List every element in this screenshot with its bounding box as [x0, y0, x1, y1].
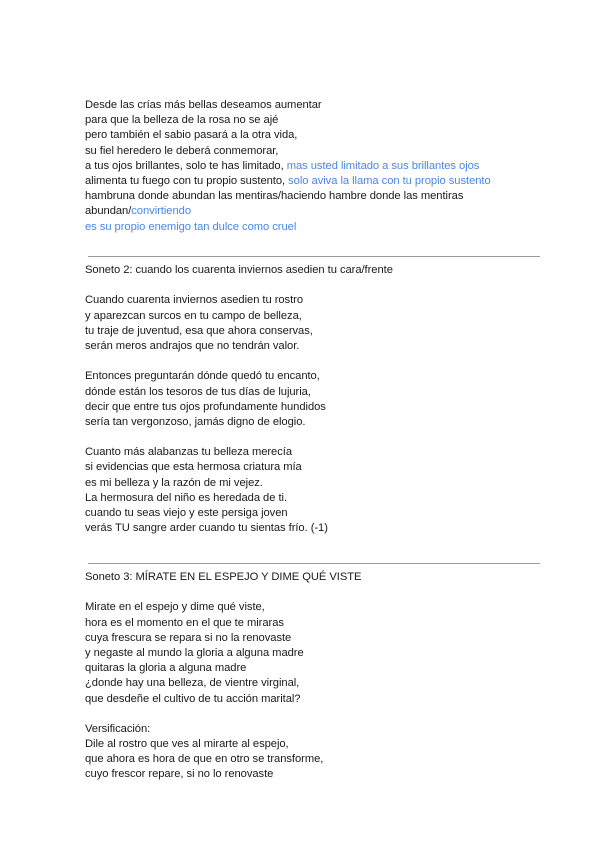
- poem-line: su fiel heredero le deberá conmemorar,: [85, 144, 279, 157]
- poem-line: y aparezcan surcos en tu campo de belleza,: [85, 309, 302, 322]
- poem-line: hambruna donde abundan las mentiras/haciendo hambre donde las mentiras: [85, 190, 464, 203]
- section-heading: Soneto 3: MÍRATE EN EL ESPEJO Y DIME QUÉ VISTE: [85, 571, 362, 583]
- poem-line: para que la belleza de la rosa no se ajé: [85, 114, 279, 127]
- poem-line: La hermosura del niño es heredada de ti.: [85, 491, 287, 504]
- poem-line: cuyo frescor repare, si no lo renovaste: [85, 768, 274, 781]
- versification-label: Versificación:: [85, 722, 151, 735]
- section-divider: [88, 563, 540, 564]
- poem-line: ¿donde hay una belleza, de vientre virginal,: [85, 677, 300, 690]
- poem-line: serán meros andrajos que no tendrán valor.: [85, 339, 300, 352]
- revision-note: convirtiendo: [131, 205, 191, 218]
- blank-line: [85, 278, 555, 293]
- poem-line: decir que entre tus ojos profundamente hundidos: [85, 400, 326, 413]
- sonnet-2: [85, 263, 555, 536]
- poem-line: y negaste al mundo la gloria a alguna madre: [85, 646, 304, 659]
- poem-line: si evidencias que esta hermosa criatura mía: [85, 461, 302, 474]
- blank-line: [85, 707, 555, 722]
- poem-line: verás TU sangre arder cuando tu sientas frío. (-1): [85, 522, 328, 535]
- poem-line: que ahora es hora de que en otro se transforme,: [85, 753, 324, 766]
- poem-1: [85, 98, 555, 235]
- poem-line: [85, 204, 555, 219]
- revision-note: mas usted limitado a sus brillantes ojos: [286, 159, 480, 172]
- section-heading: Soneto 2: cuando los cuarenta inviernos asedien tu cara/frente: [85, 264, 393, 276]
- poem-line: [85, 174, 555, 189]
- poem-line: dónde están los tesoros de tus días de lujuria,: [85, 385, 311, 398]
- poem-line: Mirate en el espejo y dime qué viste,: [85, 601, 265, 614]
- blank-line: [85, 585, 555, 600]
- poem-text: alimenta tu fuego con tu propio sustento,: [85, 174, 289, 187]
- poem-line: quitaras la gloria a alguna madre: [85, 662, 247, 675]
- poem-line: pero también el sabio pasará a la otra vida,: [85, 129, 298, 142]
- poem-line: tu traje de juventud, esa que ahora conservas,: [85, 324, 313, 337]
- blank-line: [85, 354, 555, 369]
- poem-line: cuya frescura se repara si no la renovaste: [85, 631, 292, 644]
- poem-line: es mi belleza y la razón de mi vejez.: [85, 476, 263, 489]
- poem-text: a tus ojos brillantes, solo te has limitado,: [85, 159, 287, 172]
- poem-line: que desdeñe el cultivo de tu acción marital?: [85, 692, 301, 705]
- poem-line: Desde las crías más bellas deseamos aumentar: [85, 99, 322, 111]
- poem-line: sería tan vergonzoso, jamás digno de elogio.: [85, 415, 306, 428]
- poem-line: Dile al rostro que ves al mirarte al espejo,: [85, 738, 289, 751]
- poem-line: hora es el momento en el que te miraras: [85, 616, 284, 629]
- revision-note: solo aviva la llama con tu propio sustento: [288, 174, 491, 187]
- blank-line: [85, 430, 555, 445]
- section-divider: [88, 256, 540, 257]
- revision-note-line: es su propio enemigo tan dulce como cruel: [85, 220, 297, 233]
- poem-line: Cuando cuarenta inviernos asedien tu rostro: [85, 294, 304, 307]
- poem-line: Entonces preguntarán dónde quedó tu encanto,: [85, 370, 320, 383]
- poem-line: Cuanto más alabanzas tu belleza merecía: [85, 446, 293, 459]
- poem-text: abundan/: [85, 205, 132, 218]
- poem-line: cuando tu seas viejo y este persiga joven: [85, 507, 288, 519]
- sonnet-3: [85, 570, 555, 783]
- poem-line: [85, 159, 555, 174]
